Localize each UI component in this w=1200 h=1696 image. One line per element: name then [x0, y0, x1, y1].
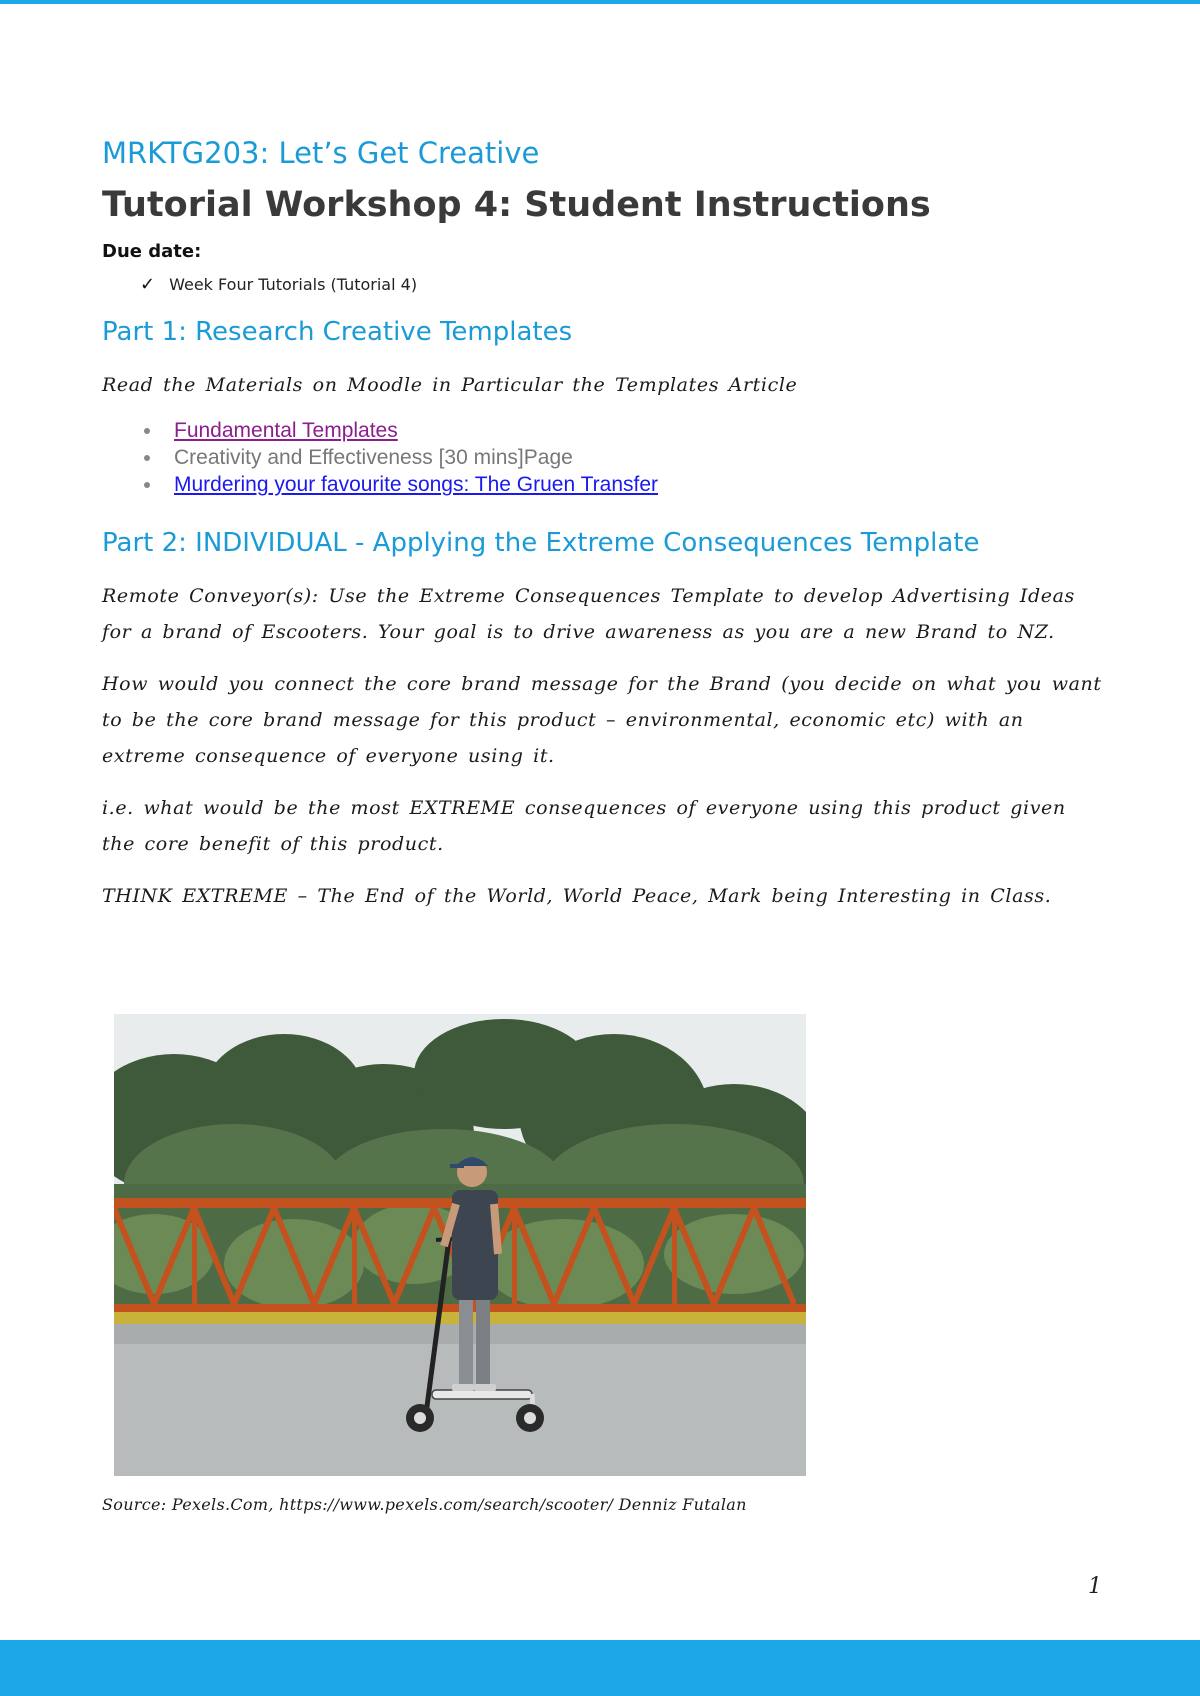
creativity-effectiveness-item: Creativity and Effectiveness [30 mins]Page — [174, 446, 573, 469]
course-title: MRKTG203: Let’s Get Creative — [102, 136, 540, 170]
link-gruen-transfer[interactable]: Murdering your favourite songs: The Gruen Transfer — [174, 473, 659, 496]
page-number: 1 — [1088, 1574, 1102, 1599]
checkmark-icon: ✓ — [140, 274, 156, 295]
list-item — [174, 417, 1102, 444]
figure-caption: Source: Pexels.Com, https://www.pexels.com/search/scooter/ Denniz Futalan — [102, 1495, 747, 1514]
part2-heading: Part 2: INDIVIDUAL - Applying the Extreme Consequences Template — [102, 528, 980, 558]
footer-band — [0, 1640, 1200, 1696]
part2-paragraph-example: i.e. what would be the most EXTREME consequences of everyone using this product given the core benefit of this product. — [102, 797, 1066, 855]
scooter-photo — [114, 1014, 806, 1476]
due-date-item — [140, 274, 1102, 295]
document-body — [102, 135, 1102, 930]
due-date-label: Due date: — [102, 241, 202, 262]
due-date-list — [102, 274, 1102, 295]
part2-paragraph-question: How would you connect the core brand message for the Brand (you decide on what you want to be the core brand message for this product – environmental, economic etc) with an extreme consequence of everyone using it. — [102, 673, 1102, 767]
due-date-text: Week Four Tutorials (Tutorial 4) — [169, 275, 418, 294]
part1-heading: Part 1: Research Creative Templates — [102, 317, 573, 347]
part2-paragraph-task: Remote Conveyor(s): Use the Extreme Consequences Template to develop Advertising Ideas for a brand of Escooters. Your goal is to drive awareness as you are a new Brand to NZ. — [102, 585, 1075, 643]
link-fundamental-templates[interactable]: Fundamental Templates — [174, 419, 398, 442]
list-item — [174, 444, 1102, 471]
scooter-illustration — [114, 1014, 806, 1476]
part1-intro: Read the Materials on Moodle in Particular the Templates Article — [102, 374, 798, 396]
part2-paragraph-think-extreme: THINK EXTREME – The End of the World, World Peace, Mark being Interesting in Class. — [102, 885, 1052, 907]
list-item — [174, 471, 1102, 498]
page-title: Tutorial Workshop 4: Student Instructions — [102, 185, 931, 225]
top-accent-rule — [0, 0, 1200, 4]
resource-link-list — [102, 417, 1102, 498]
